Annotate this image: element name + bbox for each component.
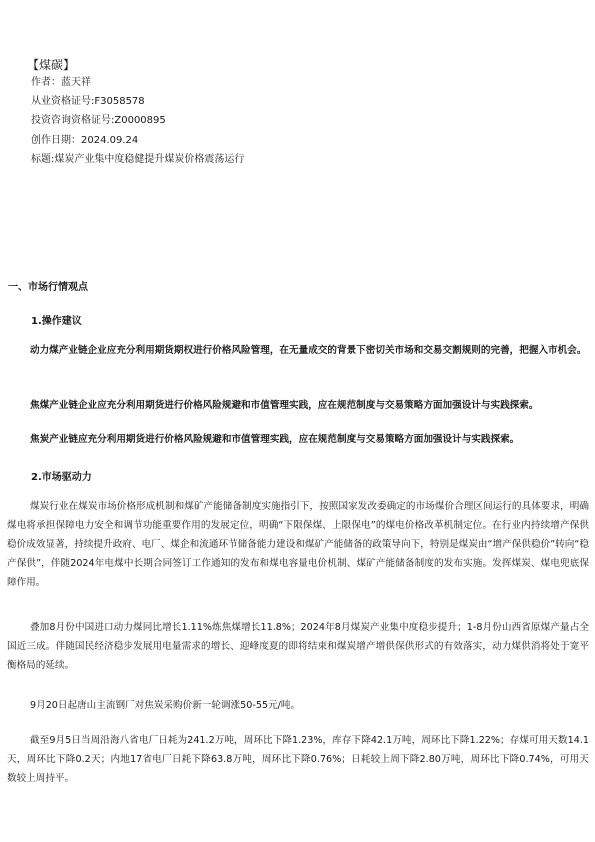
brand-label: 【煤碳】 xyxy=(27,58,76,72)
author: 作者：蓝天祥 xyxy=(31,77,91,88)
driver-paragraph: 9月20日起唐山主流钢厂对焦炭采购价新一轮调涨50-55元/吨。 xyxy=(30,700,301,711)
advice-paragraph: 焦煤产业链企业应充分利用期货进行价格风险规避和市值管理实践，应在规范制度与交易策略方面加强设计与实践探索。 xyxy=(30,400,539,411)
qualification-number: 从业资格证号:F3058578 xyxy=(31,96,145,107)
driver-paragraph: 煤炭行业在煤炭市场价格形成机制和煤矿产能储备制度实施指引下，按照国家发改委确定的市场煤价合理区间运行的具体要求，明确煤电将承担保障电力安全和调节功能重要作用的发展定位，明确“下限保煤、上限保电”的煤电价格改革机制定位。在行业内持续增产保供稳价成效显著，持续提升政府、电厂、煤企和流通环节储备能力建设和煤矿产能储备的政策导向下，特别是煤炭由“增产保供稳价”转向“稳产保供”，伴随2024年电煤中长期合同签订工作通知的发布和煤电容量电价机制、煤矿产能储备制度的发布实施。发挥煤炭、煤电兜底保障作用。 xyxy=(7,501,589,588)
driver-paragraph: 叠加8月份中国进口动力煤同比增长1.11%炼焦煤增长11.8%；2024年8月煤炭产业集中度稳步提升；1-8月份山西省原煤产量占全国近三成。伴随国民经济稳步发展用电量需求的增长、迎峰度夏的即将结束和煤炭增产增供保供形式的有效落实，动力煤供消将处于宽平衡格局的延续。 xyxy=(7,622,589,671)
consulting-number: 投资咨询资格证号:Z0000895 xyxy=(31,115,166,126)
section-heading: 一、市场行情观点 xyxy=(8,282,88,293)
driver-paragraph: 截至9月5日当周沿海八省电厂日耗为241.2万吨，周环比下降1.23%，库存下降42.1万吨，周环比下降1.22%；存煤可用天数14.1天，周环比下降0.2天；内地17省电厂日耗下降63.8万吨，周环比下降0.76%；日耗较上周下降2.80万吨，周环比下降0.74%，可用天数较上周持平。 xyxy=(7,735,589,784)
advice-paragraph: 动力煤产业链企业应充分利用期货期权进行价格风险管理，在无量成交的背景下密切关市场和交易交割规则的完善，把握入市机会。 xyxy=(30,345,587,356)
subheading-drivers: 2.市场驱动力 xyxy=(31,472,92,483)
document-title: 标题:煤炭产业集中度稳健提升煤炭价格震荡运行 xyxy=(31,154,245,165)
creation-date: 创作日期：2024.09.24 xyxy=(31,135,139,146)
subheading-advice: 1.操作建议 xyxy=(31,316,82,327)
advice-paragraph: 焦炭产业链应充分利用期货进行价格风险规避和市值管理实践，应在规范制度与交易策略方面加强设计与实践探索。 xyxy=(30,434,520,445)
